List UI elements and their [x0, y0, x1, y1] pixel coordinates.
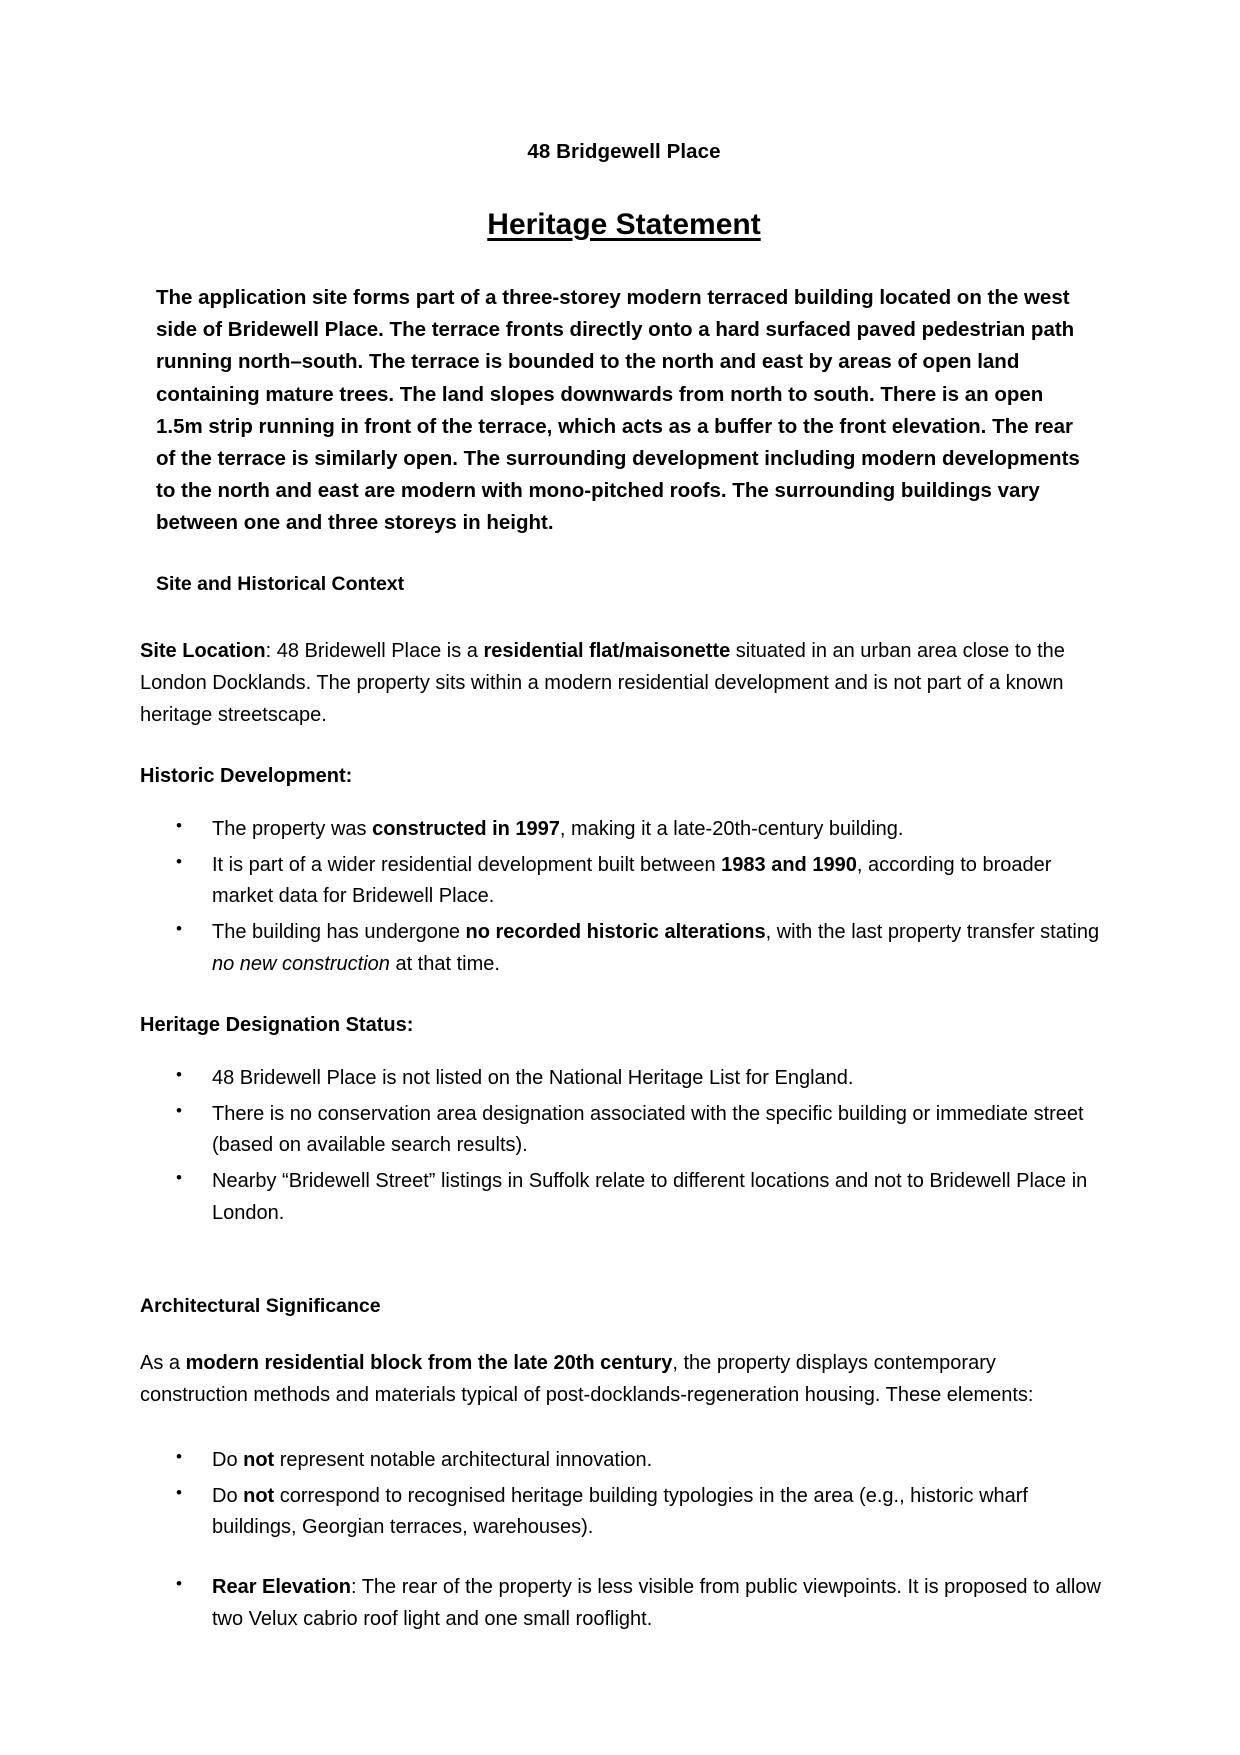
item-post: , with the last property transfer stating — [765, 920, 1100, 943]
architectural-intro-paragraph — [140, 1348, 1108, 1411]
site-location-text-2: situated in an urban area close to the London Docklands. The property sits within a modern residential development and is not part of a known heritage streetscape. — [140, 640, 1065, 726]
section-title-site-historical-context: Site and Historical Context — [156, 573, 405, 596]
list-item — [140, 850, 1108, 913]
intro-pre: As a — [140, 1352, 186, 1375]
subheading-heritage-designation-status: Heritage Designation Status: — [140, 1014, 414, 1037]
item-post: correspond to recognised heritage building typologies in the area (e.g., historic wharf buildings, Georgian terraces, warehouses). — [212, 1484, 1028, 1539]
item-bold: not — [243, 1449, 275, 1472]
site-location-label: Site Location — [140, 640, 266, 663]
intro-post: , the property displays contemporary construction methods and materials typical of post-docklands-regeneration housing. These elements: — [140, 1352, 1034, 1406]
item-post: represent notable architectural innovation. — [274, 1449, 653, 1472]
heritage-designation-list — [140, 1063, 1108, 1229]
list-item — [140, 1572, 1108, 1635]
list-item — [140, 1445, 1108, 1477]
site-location-paragraph — [140, 636, 1108, 731]
document-heading: Heritage Statement — [487, 208, 761, 241]
item-post: : The rear of the property is less visible from public viewpoints. It is proposed to allow two Velux cabrio roof light and one small rooflight. — [212, 1576, 1101, 1630]
item-bold: Rear Elevation — [212, 1576, 351, 1599]
historic-development-list — [140, 814, 1108, 980]
document-title: 48 Bridgewell Place — [527, 140, 721, 163]
item-tail: at that time. — [389, 952, 500, 975]
item-bold: no recorded historic alterations — [465, 920, 766, 943]
section-spacer — [140, 1263, 1108, 1295]
list-item: • Nearby “Bridewell Street” listings in Suffolk relate to different locations and not to Bridewell Place in London. — [140, 1166, 1108, 1229]
lead-paragraph: The application site forms part of a three-storey modern terraced building located on the west side of Bridewell Place. The terrace fronts directly onto a hard surfaced paved pedestrian path running north–south. The terrace is bounded to the north and east by areas of open land containing mature trees. The land slopes downwards from north to south. There is an open 1.5m strip running in front of the terrace, which acts as a buffer to the front elevation. The rear of the terrace is similarly open. The surrounding development including modern developments to the north and east are modern with mono-pitched roofs. The surrounding buildings vary between one and three storeys in height. — [156, 286, 1080, 535]
item-italic: no new construction — [212, 952, 390, 975]
site-location-text-1: : 48 Bridewell Place is a — [265, 640, 484, 663]
item-post: , making it a late-20th-century building. — [559, 818, 904, 841]
list-item: • 48 Bridewell Place is not listed on the National Heritage List for England. — [140, 1063, 1108, 1095]
item-pre: The building has undergone — [212, 920, 466, 943]
architectural-elements-list — [140, 1445, 1108, 1635]
item-bold: not — [243, 1484, 275, 1507]
item-bold: 1983 and 1990 — [721, 853, 857, 876]
item-pre: The property was — [212, 818, 373, 841]
item-pre: Do — [212, 1449, 244, 1472]
site-location-bold-1: residential flat/maisonette — [483, 640, 731, 663]
item-post: , according to broader market data for Bridewell Place. — [212, 853, 1052, 908]
list-item — [140, 814, 1108, 846]
item-pre: Do — [212, 1484, 244, 1507]
section-title-architectural-significance: Architectural Significance — [140, 1295, 381, 1318]
subheading-historic-development: Historic Development: — [140, 765, 353, 788]
list-item — [140, 1481, 1108, 1544]
intro-bold: modern residential block from the late 20th century — [185, 1352, 673, 1375]
list-item: • There is no conservation area designation associated with the specific building or immediate street (based on available search results). — [140, 1099, 1108, 1162]
list-item — [140, 917, 1108, 980]
item-pre: It is part of a wider residential development built between — [212, 853, 722, 876]
item-bold: constructed in 1997 — [372, 818, 560, 841]
